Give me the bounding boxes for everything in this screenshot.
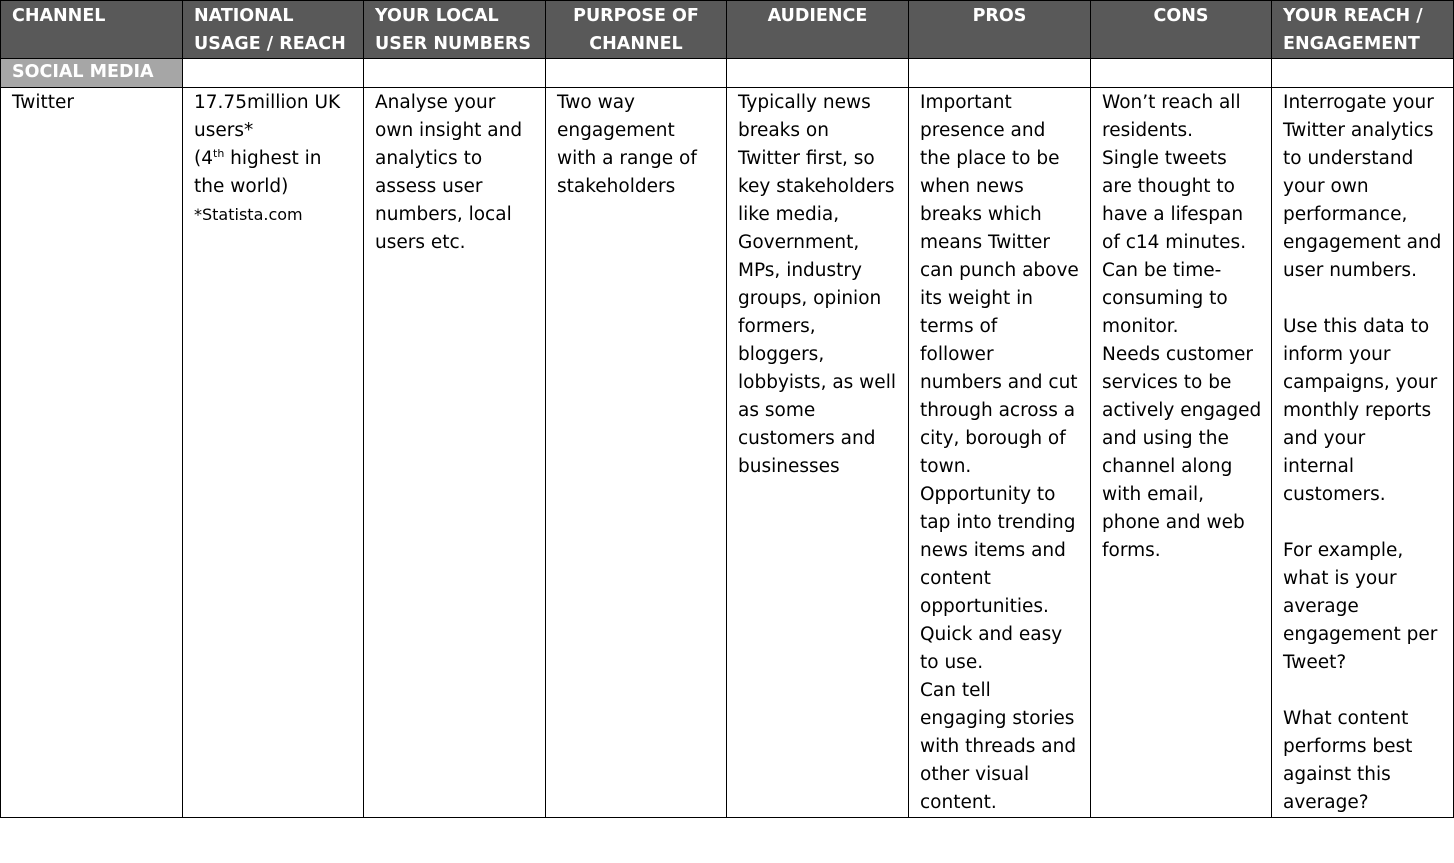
- table-row: [1, 88, 1454, 818]
- cell-text-line: Twitter analytics: [1283, 120, 1434, 141]
- cell-text-line: content: [920, 568, 991, 589]
- cell-text-line: channel along: [1102, 456, 1233, 477]
- cell-text-line: consuming to: [1102, 288, 1228, 309]
- cell-text-line: customers.: [1283, 484, 1386, 505]
- cell-text-line: Single tweets: [1102, 148, 1227, 169]
- cell-text-line: bloggers,: [738, 344, 825, 365]
- cell-text-line: through across a: [920, 400, 1076, 421]
- header-pros: PROS: [909, 1, 1091, 59]
- cell-text-line: phone and web: [1102, 512, 1245, 533]
- cell-text-line: its weight in: [920, 288, 1034, 309]
- section-empty-cell: [364, 59, 546, 88]
- cell-text-line: MPs, industry: [738, 260, 862, 281]
- cell-text-line: average?: [1283, 792, 1369, 813]
- cell-text-line: engagement and: [1283, 232, 1442, 253]
- cell-text-line: what is your: [1283, 568, 1397, 589]
- cell-text-line: Use this data to: [1283, 316, 1430, 337]
- cell-text-line: users etc.: [375, 232, 466, 253]
- cell-text-line: engaging stories: [920, 708, 1075, 729]
- cell-text-line: customers and: [738, 428, 876, 449]
- cell-pros: [909, 88, 1091, 818]
- section-label: SOCIAL MEDIA: [1, 59, 183, 88]
- cell-text-line: businesses: [738, 456, 840, 477]
- section-empty-cell: [183, 59, 364, 88]
- section-empty-cell: [909, 59, 1091, 88]
- cell-text-line: the place to be: [920, 148, 1060, 169]
- cell-text-line: have a lifespan: [1102, 204, 1244, 225]
- cell-text-line: engagement: [557, 120, 675, 141]
- cell-text-line: breaks which: [920, 204, 1042, 225]
- cell-text-line: monthly reports: [1283, 400, 1432, 421]
- cell-text-line: other visual: [920, 764, 1030, 785]
- cell-text-line: engagement per: [1283, 624, 1438, 645]
- cell-text-line: stakeholders: [557, 176, 676, 197]
- cell-text-line: tap into trending: [920, 512, 1076, 533]
- section-empty-cell: [1272, 59, 1454, 88]
- cell-text-line: presence and: [920, 120, 1046, 141]
- header-row: [1, 1, 1454, 59]
- cell-text-line: formers,: [738, 316, 816, 337]
- cell-text-line: performance,: [1283, 204, 1408, 225]
- cell-text-line: against this: [1283, 764, 1391, 785]
- cell-text-line: Typically news: [738, 92, 871, 113]
- cell-text-line: Twitter first, so: [738, 148, 875, 169]
- cell-text-line: like media,: [738, 204, 840, 225]
- cell-text-line: opportunities.: [920, 596, 1049, 617]
- cell-reach-engagement: [1272, 88, 1454, 818]
- cell-text-line: services to be: [1102, 372, 1232, 393]
- cell-text-line: average: [1283, 596, 1359, 617]
- cell-channel: Twitter: [1, 88, 183, 818]
- cell-text-line: Two way: [557, 92, 635, 113]
- cell-text-line: monitor.: [1102, 316, 1179, 337]
- cell-text-line: residents.: [1102, 120, 1193, 141]
- cell-text-line: Quick and easy: [920, 624, 1063, 645]
- cell-text-line: Tweet?: [1283, 652, 1347, 673]
- cell-text-line: to use.: [920, 652, 984, 673]
- header-local-user-numbers: YOUR LOCAL USER NUMBERS: [364, 1, 546, 59]
- header-purpose: PURPOSE OF CHANNEL: [546, 1, 727, 59]
- cell-text-line: groups, opinion: [738, 288, 882, 309]
- cell-text-line: campaigns, your: [1283, 372, 1438, 393]
- cell-text-line: Can tell: [920, 680, 991, 701]
- cell-text-line: performs best: [1283, 736, 1413, 757]
- header-national-usage: NATIONAL USAGE / REACH: [183, 1, 364, 59]
- cell-text-line: forms.: [1102, 540, 1161, 561]
- cell-text-line: key stakeholders: [738, 176, 895, 197]
- cell-text-line: can punch above: [920, 260, 1079, 281]
- paragraph-spacer: [1283, 509, 1449, 537]
- cell-text-line: news items and: [920, 540, 1066, 561]
- paragraph-spacer: [1283, 285, 1449, 313]
- cell-text-line: with email,: [1102, 484, 1205, 505]
- cell-text-line: What content: [1283, 708, 1409, 729]
- cell-text-line: and your: [1283, 428, 1366, 449]
- cell-text-line: to understand: [1283, 148, 1414, 169]
- cell-text-line: Interrogate your: [1283, 92, 1434, 113]
- cell-text-line: internal: [1283, 456, 1354, 477]
- cell-text-line: Can be time-: [1102, 260, 1222, 281]
- header-cons: CONS: [1091, 1, 1272, 59]
- cell-national-usage: 17.75million UK users* (4th highest in the world) *Statista.com: [183, 88, 364, 818]
- cell-text-line: Won’t reach all: [1102, 92, 1241, 113]
- section-empty-cell: [546, 59, 727, 88]
- header-reach-engagement: YOUR REACH / ENGAGEMENT: [1272, 1, 1454, 59]
- cell-text-line: inform your: [1283, 344, 1391, 365]
- cell-local-user-numbers: [364, 88, 546, 818]
- cell-text-line: of c14 minutes.: [1102, 232, 1247, 253]
- cell-text-line: Analyse your: [375, 92, 496, 113]
- cell-text-line: analytics to: [375, 148, 483, 169]
- cell-text-line: with threads and: [920, 736, 1077, 757]
- cell-text-line: city, borough of: [920, 428, 1066, 449]
- header-channel: CHANNEL: [1, 1, 183, 59]
- source-note: *Statista.com: [194, 205, 303, 224]
- paragraph-spacer: [1283, 677, 1449, 705]
- cell-cons: [1091, 88, 1272, 818]
- cell-text-line: Important: [920, 92, 1012, 113]
- cell-text-line: lobbyists, as well: [738, 372, 896, 393]
- cell-text-line: assess user: [375, 176, 483, 197]
- cell-audience: [727, 88, 909, 818]
- cell-text-line: and using the: [1102, 428, 1229, 449]
- cell-text-line: content.: [920, 792, 997, 813]
- cell-text-line: terms of: [920, 316, 998, 337]
- cell-text-line: are thought to: [1102, 176, 1235, 197]
- section-row: [1, 59, 1454, 88]
- cell-text-line: Opportunity to: [920, 484, 1056, 505]
- cell-text-line: town.: [920, 456, 972, 477]
- cell-text-line: own insight and: [375, 120, 523, 141]
- cell-text-line: actively engaged: [1102, 400, 1262, 421]
- cell-text-line: numbers and cut: [920, 372, 1078, 393]
- section-empty-cell: [727, 59, 909, 88]
- cell-text-line: For example,: [1283, 540, 1404, 561]
- cell-text-line: breaks on: [738, 120, 829, 141]
- cell-text-line: Needs customer: [1102, 344, 1253, 365]
- cell-text-line: with a range of: [557, 148, 697, 169]
- cell-purpose: [546, 88, 727, 818]
- cell-text-line: follower: [920, 344, 994, 365]
- cell-text-line: numbers, local: [375, 204, 512, 225]
- header-audience: AUDIENCE: [727, 1, 909, 59]
- cell-text-line: your own: [1283, 176, 1369, 197]
- cell-text-line: as some: [738, 400, 816, 421]
- cell-text-line: Government,: [738, 232, 860, 253]
- section-empty-cell: [1091, 59, 1272, 88]
- cell-text-line: means Twitter: [920, 232, 1050, 253]
- cell-text-line: when news: [920, 176, 1024, 197]
- cell-text-line: user numbers.: [1283, 260, 1417, 281]
